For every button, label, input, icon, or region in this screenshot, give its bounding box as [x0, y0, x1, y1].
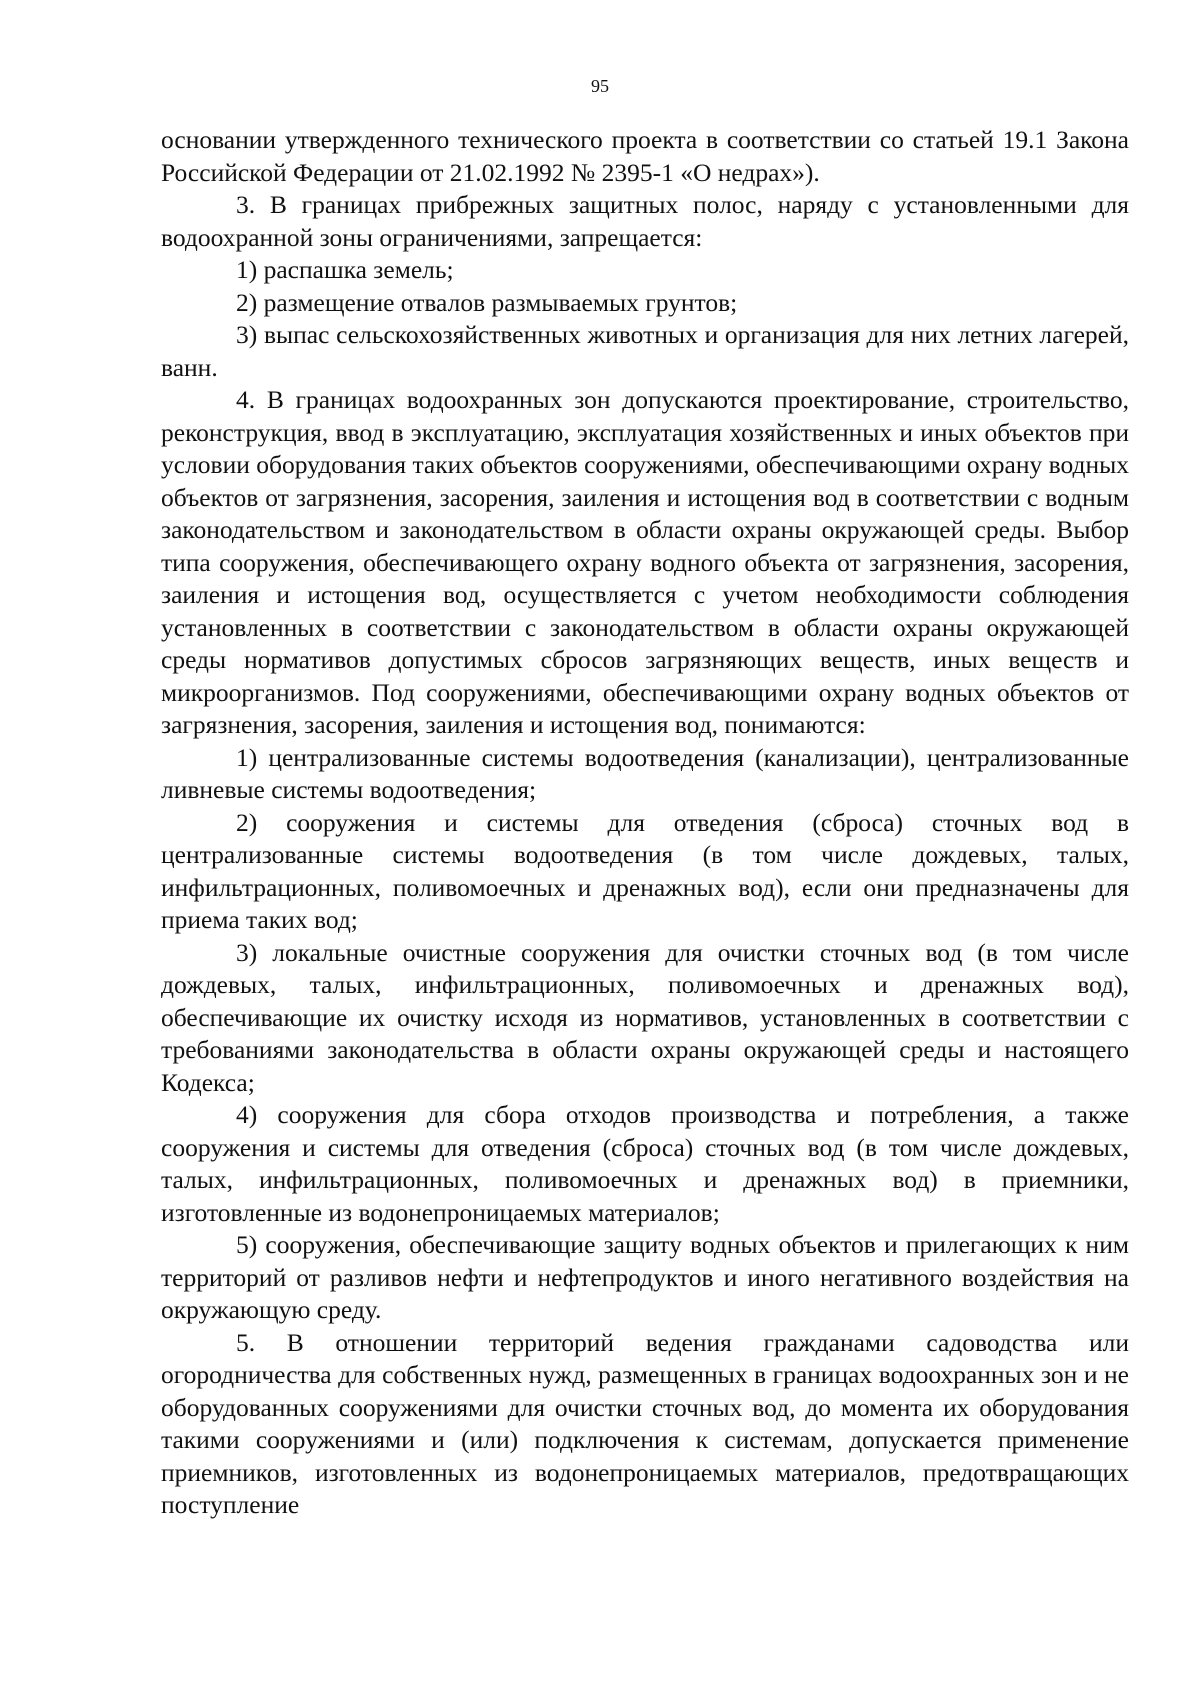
paragraph-item-4-1: 1) централизованные системы водоотведения (канализации), централизованные ливневые системы водоотведения; — [161, 742, 1129, 804]
paragraph-item-4-2: 2) сооружения и системы для отведения (сброса) сточных вод в централизованные системы водоотведения (в том числе дождевых, талых, инфильтрационных, поливомоечных и дренажных вод), если они предназначены для приема таких вод; — [161, 807, 1129, 934]
paragraph-item-3-2: 2) размещение отвалов размываемых грунтов; — [236, 287, 738, 317]
paragraph-item-4-4: 4) сооружения для сбора отходов производства и потребления, а также сооружения и системы для отведения (сброса) сточных вод (в том числе дождевых, талых, инфильтрационных, поливомоечных и дренажных вод) в приемники, изготовленные из водонепроницаемых материалов; — [161, 1100, 1129, 1227]
paragraph-item-5: 5. В отношении территорий ведения гражданами садоводства или огородничества для собственных нужд, размещенных в границах водоохранных зон и не оборудованных сооружениями для очистки сточных вод, до момента их оборудования такими сооружениями и (или) подключения к системам, допускается применение приемников, изготовленных из водонепроницаемых материалов, предотвращающих поступление — [161, 1327, 1129, 1519]
paragraph-item-3: 3. В границах прибрежных защитных полос, наряду с установленными для водоохранной зоны ограничениями, запрещается: — [161, 190, 1129, 252]
paragraph-item-3-1: 1) распашка земель; — [236, 255, 454, 284]
body-text — [161, 124, 1129, 1522]
page-number: 95 — [591, 76, 609, 96]
paragraph-item-4-3: 3) локальные очистные сооружения для очистки сточных вод (в том числе дождевых, талых, инфильтрационных, поливомоечных и дренажных вод), обеспечивающие их очистку исходя из нормативов, установленных в соответствии с требованиями законодательства в области охраны окружающей среды и настоящего Кодекса; — [161, 937, 1129, 1097]
paragraph-item-3-3: 3) выпас сельскохозяйственных животных и организация для них летних лагерей, ванн. — [161, 320, 1129, 382]
paragraph-continuation: основании утвержденного технического проекта в соответствии со статьей 19.1 Закона Российской Федерации от 21.02.1992 № 2395-1 «О недрах»). — [161, 125, 1129, 187]
paragraph-item-4: 4. В границах водоохранных зон допускаются проектирование, строительство, реконструкция, ввод в эксплуатацию, эксплуатация хозяйственных и иных объектов при условии оборудования таких объектов сооружениями, обеспечивающими охрану водных объектов от загрязнения, засорения, заиления и истощения вод в соответствии с водным законодательством и законодательством в области охраны окружающей среды. Выбор типа сооружения, обеспечивающего охрану водного объекта от загрязнения, засорения, заиления и истощения вод, осуществляется с учетом необходимости соблюдения установленных в соответствии с законодательством в области охраны окружающей среды нормативов допустимых сбросов загрязняющих веществ, иных веществ и микроорганизмов. Под сооружениями, обеспечивающими охрану водных объектов от загрязнения, засорения, заиления и истощения вод, понимаются: — [161, 385, 1129, 739]
paragraph-item-4-5: 5) сооружения, обеспечивающие защиту водных объектов и прилегающих к ним территорий от разливов нефти и нефтепродуктов и иного негативного воздействия на окружающую среду. — [161, 1230, 1129, 1324]
